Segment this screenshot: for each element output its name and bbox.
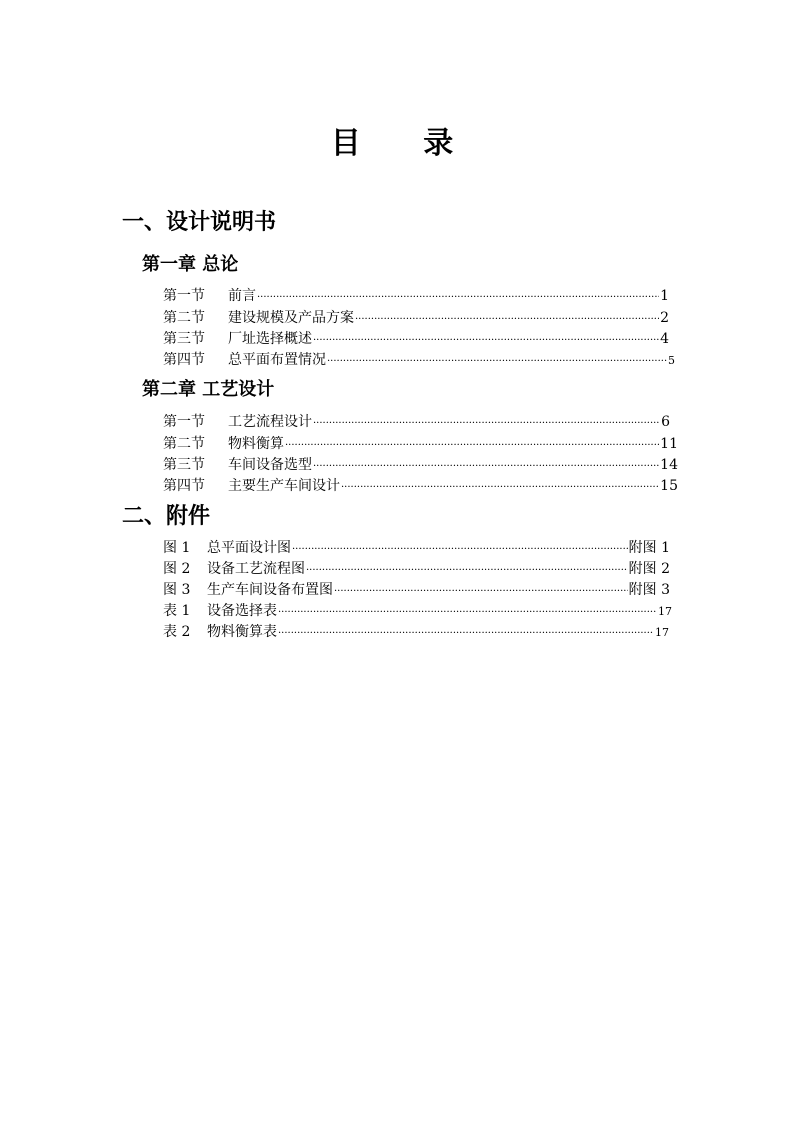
section-name: 主要生产车间设计	[228, 478, 340, 494]
dot-leader	[313, 331, 659, 351]
attachment-number: 表 1	[163, 603, 191, 619]
page-number: 附图 2	[628, 561, 670, 577]
chapter-heading-2: 第二章 工艺设计	[142, 379, 275, 400]
attachment-number: 图 2	[163, 561, 191, 577]
toc-entry[interactable]	[163, 286, 669, 308]
section-name: 车间设备选型	[228, 457, 312, 473]
page-number: 1	[660, 288, 669, 304]
dot-leader	[313, 414, 660, 434]
page-number: 17	[658, 605, 672, 618]
toc-entry[interactable]	[163, 559, 670, 581]
attachment-number: 图 1	[163, 540, 191, 556]
page-number: 15	[660, 478, 678, 494]
section-number: 第一节	[163, 414, 205, 430]
attachment-name: 生产车间设备布置图	[207, 582, 333, 598]
section-name: 工艺流程设计	[228, 414, 312, 430]
page-number: 14	[660, 457, 678, 473]
attachment-number: 表 2	[163, 624, 191, 640]
dot-leader	[355, 310, 659, 330]
page-number: 6	[661, 414, 670, 430]
part-heading-attachments: 二、附件	[122, 504, 211, 529]
toc-entry[interactable]	[163, 412, 670, 434]
section-number: 第四节	[163, 478, 205, 494]
dot-leader	[285, 436, 659, 456]
toc-entry[interactable]	[163, 308, 669, 330]
toc-entry[interactable]	[163, 538, 670, 560]
dot-leader	[278, 624, 654, 644]
dot-leader	[313, 457, 659, 477]
section-number: 第三节	[163, 331, 205, 347]
page-title: 目 录	[330, 126, 480, 161]
section-name: 总平面布置情况	[228, 352, 326, 368]
page-number: 11	[660, 436, 678, 452]
page-number: 17	[655, 626, 669, 639]
toc-entry[interactable]	[163, 580, 670, 602]
toc-entry[interactable]	[163, 350, 675, 372]
toc-entry[interactable]	[163, 329, 669, 351]
toc-entry[interactable]	[163, 476, 678, 498]
toc-entry[interactable]	[163, 622, 669, 644]
attachment-name: 设备工艺流程图	[207, 561, 305, 577]
page-number: 4	[660, 331, 669, 347]
section-name: 建设规模及产品方案	[228, 310, 354, 326]
dot-leader	[257, 288, 659, 308]
section-number: 第一节	[163, 288, 205, 304]
attachment-name: 总平面设计图	[207, 540, 291, 556]
section-name: 物料衡算	[228, 436, 284, 452]
part-heading-design-manual: 一、设计说明书	[122, 210, 277, 235]
section-name: 前言	[228, 288, 256, 304]
attachment-number: 图 3	[163, 582, 191, 598]
dot-leader	[327, 352, 667, 372]
dot-leader	[341, 478, 659, 498]
toc-entry[interactable]	[163, 601, 672, 623]
toc-entry[interactable]	[163, 434, 678, 456]
page-number: 附图 1	[628, 540, 670, 556]
section-number: 第二节	[163, 310, 205, 326]
chapter-heading-1: 第一章 总论	[142, 254, 239, 275]
page-number: 2	[660, 310, 669, 326]
dot-leader	[306, 561, 628, 581]
dot-leader	[278, 603, 657, 623]
page-number: 5	[668, 354, 675, 367]
dot-leader	[334, 582, 628, 602]
dot-leader	[292, 540, 628, 560]
attachment-name: 物料衡算表	[207, 624, 277, 640]
attachment-name: 设备选择表	[207, 603, 277, 619]
section-number: 第三节	[163, 457, 205, 473]
section-number: 第四节	[163, 352, 205, 368]
page-number: 附图 3	[628, 582, 670, 598]
section-name: 厂址选择概述	[228, 331, 312, 347]
toc-entry[interactable]	[163, 455, 678, 477]
section-number: 第二节	[163, 436, 205, 452]
